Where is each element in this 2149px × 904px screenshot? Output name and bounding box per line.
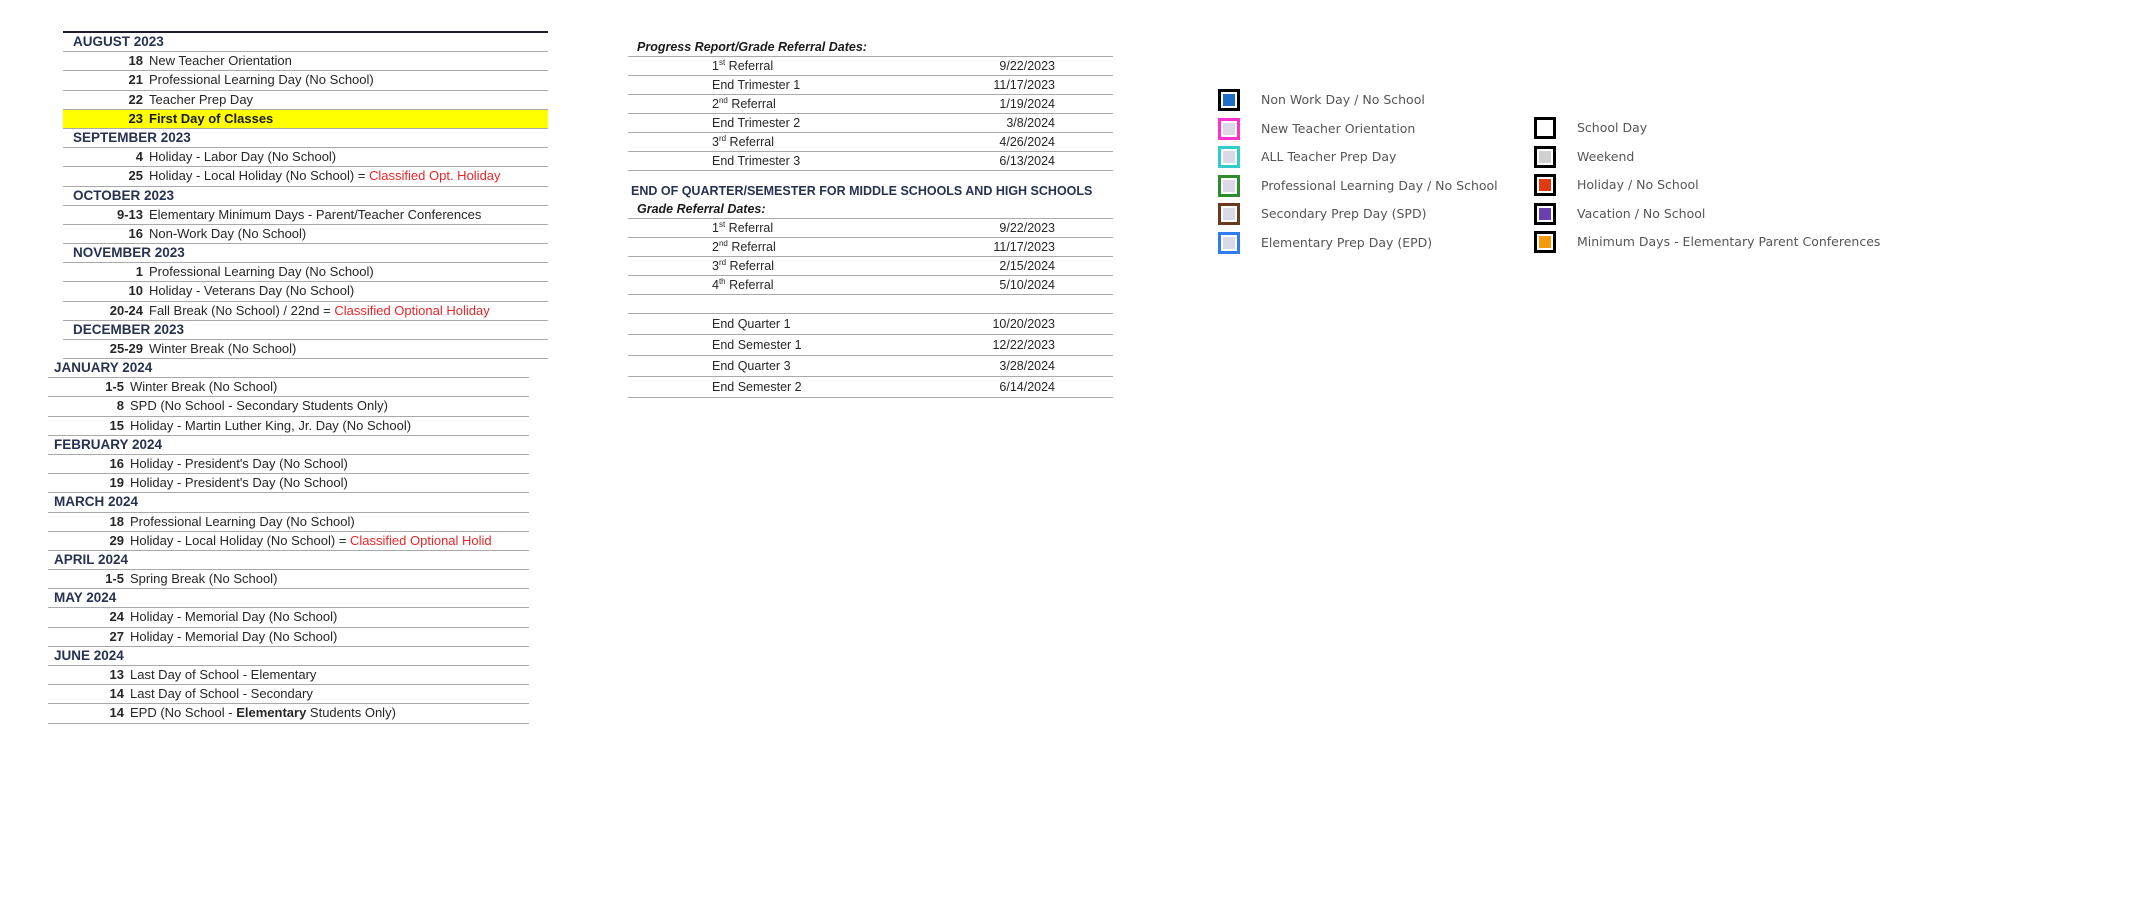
month-label: MAY 2024 xyxy=(54,590,117,606)
legend-label: ALL Teacher Prep Day xyxy=(1261,149,1397,165)
legend-swatch-icon xyxy=(1218,175,1240,197)
month-header xyxy=(63,321,548,340)
event-label: Elementary Minimum Days - Parent/Teacher Conferences xyxy=(149,206,482,222)
referral-word: Referral xyxy=(727,97,776,111)
calendar-row xyxy=(48,704,529,723)
classified-holiday-note: Classified Opt. Holiday xyxy=(369,168,501,184)
quarter-semester-title: END OF QUARTER/SEMESTER FOR MIDDLE SCHOOLS AND HIGH SCHOOLS xyxy=(631,184,1093,198)
referral-ordinal: 2 xyxy=(712,97,719,111)
referral-label xyxy=(712,95,776,113)
referral-suffix: st xyxy=(718,219,726,229)
quarter-semester-table xyxy=(628,182,1113,398)
event-text xyxy=(149,71,374,89)
calendar-row xyxy=(63,282,548,301)
legend-label: Weekend xyxy=(1577,148,1635,164)
event-text xyxy=(130,704,396,722)
event-label: Holiday - Memorial Day (No School) xyxy=(130,628,338,644)
event-label: Holiday - President's Day (No School) xyxy=(130,475,348,491)
period-end-date: 3/28/2024 xyxy=(999,359,1055,373)
calendar-row xyxy=(48,628,529,647)
first-day-row xyxy=(63,110,548,129)
calendar-jan-jun-2024 xyxy=(48,359,529,724)
event-text xyxy=(149,263,374,281)
referral-word: Referral xyxy=(725,59,774,73)
event-date: 10 xyxy=(128,283,143,299)
month-label: OCTOBER 2023 xyxy=(73,187,175,203)
event-label: First Day of Classes xyxy=(149,110,274,126)
referral-word: Referral xyxy=(727,240,776,254)
event-date: 1 xyxy=(135,264,143,280)
event-label: Non-Work Day (No School) xyxy=(149,225,307,241)
event-date: 16 xyxy=(128,225,143,241)
calendar-row xyxy=(63,302,548,321)
event-label: Spring Break (No School) xyxy=(130,571,278,587)
event-date: 21 xyxy=(128,72,143,88)
event-label: EPD (No School - xyxy=(130,705,237,721)
calendar-row xyxy=(48,513,529,532)
referral-label xyxy=(712,114,800,132)
referral-date: 11/17/2023 xyxy=(993,240,1055,254)
calendar-row xyxy=(63,91,548,110)
table-row xyxy=(628,219,1113,238)
referral-ordinal: 1 xyxy=(712,59,719,73)
event-date: 29 xyxy=(109,532,124,548)
referral-word: Referral xyxy=(725,221,774,235)
event-text xyxy=(130,666,316,684)
calendar-row xyxy=(63,225,548,244)
event-text xyxy=(130,455,348,473)
calendar-row xyxy=(63,206,548,225)
calendar-row xyxy=(63,71,548,90)
event-label: Holiday - Memorial Day (No School) xyxy=(130,609,338,625)
period-label: End Semester 1 xyxy=(712,338,802,352)
month-header xyxy=(63,129,548,148)
referral-date: 11/17/2023 xyxy=(993,78,1055,92)
table-row xyxy=(628,257,1113,276)
calendar-row xyxy=(48,417,529,436)
event-label: SPD (No School - Secondary Students Only) xyxy=(130,398,388,414)
referral-label xyxy=(712,276,774,294)
legend-swatch-icon xyxy=(1218,203,1240,225)
referral-ordinal: 2 xyxy=(712,240,719,254)
referral-label xyxy=(712,257,774,275)
event-label: Holiday - Martin Luther King, Jr. Day (No School) xyxy=(130,417,412,433)
referral-ordinal: 4 xyxy=(712,278,719,292)
month-label: MARCH 2024 xyxy=(54,494,139,510)
legend-swatch-icon xyxy=(1218,232,1240,254)
event-date: 14 xyxy=(109,686,124,702)
month-header xyxy=(63,33,548,52)
referral-suffix: nd xyxy=(718,95,728,105)
event-emphasis: Elementary xyxy=(236,705,307,721)
table-row xyxy=(628,276,1113,295)
month-label: AUGUST 2023 xyxy=(73,34,164,49)
calendar-row xyxy=(48,570,529,589)
referral-ordinal: End Trimester 1 xyxy=(712,78,801,92)
period-end-date: 12/22/2023 xyxy=(992,338,1055,352)
legend-swatch-icon xyxy=(1218,146,1240,168)
legend-swatch-icon xyxy=(1534,117,1556,139)
grade-referral-heading: Grade Referral Dates: xyxy=(628,200,1113,219)
event-text xyxy=(130,570,277,588)
month-header xyxy=(48,493,529,512)
event-date: 8 xyxy=(116,398,124,414)
month-header xyxy=(48,551,529,570)
event-text xyxy=(130,685,313,703)
calendar-row xyxy=(48,378,529,397)
referral-date: 3/8/2024 xyxy=(1006,116,1055,130)
event-text xyxy=(130,397,388,415)
event-text xyxy=(130,378,277,396)
calendar-row xyxy=(48,608,529,627)
referral-ordinal: End Trimester 2 xyxy=(712,116,801,130)
month-header xyxy=(48,359,529,378)
referral-date: 2/15/2024 xyxy=(999,259,1055,273)
progress-report-table xyxy=(628,38,1113,171)
referral-word: Referral xyxy=(726,259,775,273)
period-label: End Semester 2 xyxy=(712,380,802,394)
event-label: Holiday - Labor Day (No School) xyxy=(149,149,337,165)
referral-date: 9/22/2023 xyxy=(999,221,1055,235)
referral-label xyxy=(712,219,773,237)
legend-label: School Day xyxy=(1577,120,1648,135)
calendar-row xyxy=(48,474,529,493)
table-row xyxy=(628,114,1113,133)
calendar-row xyxy=(63,340,548,359)
table-row xyxy=(628,76,1113,95)
referral-ordinal: 3 xyxy=(712,259,719,273)
event-label: Last Day of School - Secondary xyxy=(130,686,313,702)
legend-label: Holiday / No School xyxy=(1577,177,1699,193)
event-text xyxy=(149,110,273,128)
table-row xyxy=(628,295,1113,314)
event-label: New Teacher Orientation xyxy=(149,53,292,69)
table-row xyxy=(628,314,1113,335)
event-text xyxy=(130,513,355,531)
month-label: SEPTEMBER 2023 xyxy=(73,129,191,145)
calendar-row xyxy=(48,666,529,685)
month-label: DECEMBER 2023 xyxy=(73,321,185,337)
month-header xyxy=(48,436,529,455)
referral-word: Referral xyxy=(726,135,775,149)
event-date: 23 xyxy=(128,110,143,126)
referral-label xyxy=(712,133,774,151)
event-label: Professional Learning Day (No School) xyxy=(130,513,355,529)
event-date: 4 xyxy=(135,149,143,165)
referral-ordinal: End Trimester 3 xyxy=(712,154,801,168)
event-text xyxy=(130,628,337,646)
calendar-aug-dec-2023 xyxy=(63,31,548,359)
calendar-row xyxy=(63,52,548,71)
legend-label: Minimum Days - Elementary Parent Conferences xyxy=(1577,234,1881,250)
legend-swatch-icon xyxy=(1534,174,1556,196)
event-text xyxy=(130,474,348,492)
referral-ordinal: 3 xyxy=(712,135,719,149)
event-date: 16 xyxy=(109,455,124,471)
legend-label: Professional Learning Day / No School xyxy=(1261,177,1498,193)
event-text xyxy=(149,52,292,70)
event-label: Winter Break (No School) xyxy=(130,379,278,395)
month-header xyxy=(63,244,548,263)
event-date: 1-5 xyxy=(105,571,124,587)
event-date: 1-5 xyxy=(105,379,124,395)
calendar-row xyxy=(48,532,529,551)
classified-holiday-note: Classified Optional Holiday xyxy=(334,302,490,318)
event-date: 25 xyxy=(128,168,143,184)
event-text xyxy=(149,167,501,185)
referral-suffix: th xyxy=(718,276,726,286)
referral-date: 9/22/2023 xyxy=(999,59,1055,73)
event-date: 18 xyxy=(109,513,124,529)
calendar-row xyxy=(48,397,529,416)
legend-swatch-icon xyxy=(1534,231,1556,253)
referral-date: 4/26/2024 xyxy=(999,135,1055,149)
event-text xyxy=(130,532,492,550)
month-label: JUNE 2024 xyxy=(54,647,124,663)
event-text xyxy=(149,91,253,109)
referral-suffix: st xyxy=(718,57,726,67)
event-label: Holiday - President's Day (No School) xyxy=(130,455,348,471)
table-row xyxy=(628,356,1113,377)
event-label-tail: Students Only) xyxy=(306,705,396,721)
legend-label: Non Work Day / No School xyxy=(1261,92,1425,107)
referral-date: 5/10/2024 xyxy=(999,278,1055,292)
event-label: Professional Learning Day (No School) xyxy=(149,264,374,280)
event-label: Winter Break (No School) xyxy=(149,341,297,356)
calendar-row xyxy=(48,685,529,704)
event-date: 19 xyxy=(109,475,124,491)
period-end-date: 10/20/2023 xyxy=(992,317,1055,331)
referral-label xyxy=(712,57,773,75)
legend-swatch-icon xyxy=(1218,89,1240,111)
event-text xyxy=(149,340,296,358)
event-text xyxy=(149,206,481,224)
referral-word: Referral xyxy=(725,278,774,292)
legend-swatch-icon xyxy=(1534,146,1556,168)
table-row xyxy=(628,238,1113,257)
event-date: 18 xyxy=(128,53,143,69)
period-label: End Quarter 3 xyxy=(712,359,791,373)
event-text xyxy=(149,148,336,166)
month-label: FEBRUARY 2024 xyxy=(54,436,163,452)
event-label: Teacher Prep Day xyxy=(149,91,254,107)
legend-swatch-icon xyxy=(1534,203,1556,225)
legend-label: Elementary Prep Day (EPD) xyxy=(1261,235,1433,250)
event-date: 14 xyxy=(109,705,124,721)
referral-ordinal: 1 xyxy=(712,221,719,235)
month-header xyxy=(48,589,529,608)
event-date: 20-24 xyxy=(109,302,143,318)
referral-label xyxy=(712,238,776,256)
event-date: 13 xyxy=(109,667,124,682)
table-row xyxy=(628,335,1113,356)
event-label: Professional Learning Day (No School) xyxy=(149,72,374,88)
event-label: Holiday - Local Holiday (No School) = xyxy=(149,168,370,184)
event-text xyxy=(130,417,411,435)
event-label: Holiday - Local Holiday (No School) = xyxy=(130,532,351,548)
calendar-row xyxy=(48,455,529,474)
calendar-row xyxy=(63,167,548,186)
calendar-row xyxy=(63,148,548,167)
month-label: JANUARY 2024 xyxy=(54,360,153,375)
event-date: 24 xyxy=(109,609,124,625)
legend-label: Vacation / No School xyxy=(1577,205,1706,221)
calendar-row xyxy=(63,263,548,282)
event-date: 22 xyxy=(128,91,143,107)
referral-date: 1/19/2024 xyxy=(999,97,1055,111)
referral-suffix: rd xyxy=(718,133,727,143)
referral-label xyxy=(712,76,800,94)
period-end-date: 6/14/2024 xyxy=(999,380,1055,394)
classified-holiday-note: Classified Optional Holid xyxy=(350,532,492,548)
legend-label: Secondary Prep Day (SPD) xyxy=(1261,206,1427,222)
referral-suffix: nd xyxy=(718,238,728,248)
event-text xyxy=(149,225,306,243)
event-text xyxy=(149,302,490,320)
month-label: APRIL 2024 xyxy=(54,551,129,567)
event-date: 9-13 xyxy=(116,206,143,222)
period-label: End Quarter 1 xyxy=(712,317,791,331)
event-date: 27 xyxy=(109,628,124,644)
referral-suffix: rd xyxy=(718,257,727,267)
month-header xyxy=(63,187,548,206)
event-label: Last Day of School - Elementary xyxy=(130,667,317,682)
event-label: Holiday - Veterans Day (No School) xyxy=(149,283,355,299)
table-row xyxy=(628,57,1113,76)
table-row xyxy=(628,377,1113,398)
table-row xyxy=(628,152,1113,171)
event-date: 25-29 xyxy=(109,341,143,356)
legend-swatch-icon xyxy=(1218,118,1240,140)
month-label: NOVEMBER 2023 xyxy=(73,245,185,261)
legend-label: New Teacher Orientation xyxy=(1261,120,1416,136)
table-row xyxy=(628,95,1113,114)
event-text xyxy=(149,282,354,300)
event-date: 15 xyxy=(109,417,124,433)
referral-label xyxy=(712,152,800,170)
referral-date: 6/13/2024 xyxy=(999,154,1055,168)
event-label: Fall Break (No School) / 22nd = xyxy=(149,302,335,318)
table-row xyxy=(628,133,1113,152)
event-text xyxy=(130,608,337,626)
month-header xyxy=(48,647,529,666)
progress-report-heading: Progress Report/Grade Referral Dates: xyxy=(628,38,1113,57)
